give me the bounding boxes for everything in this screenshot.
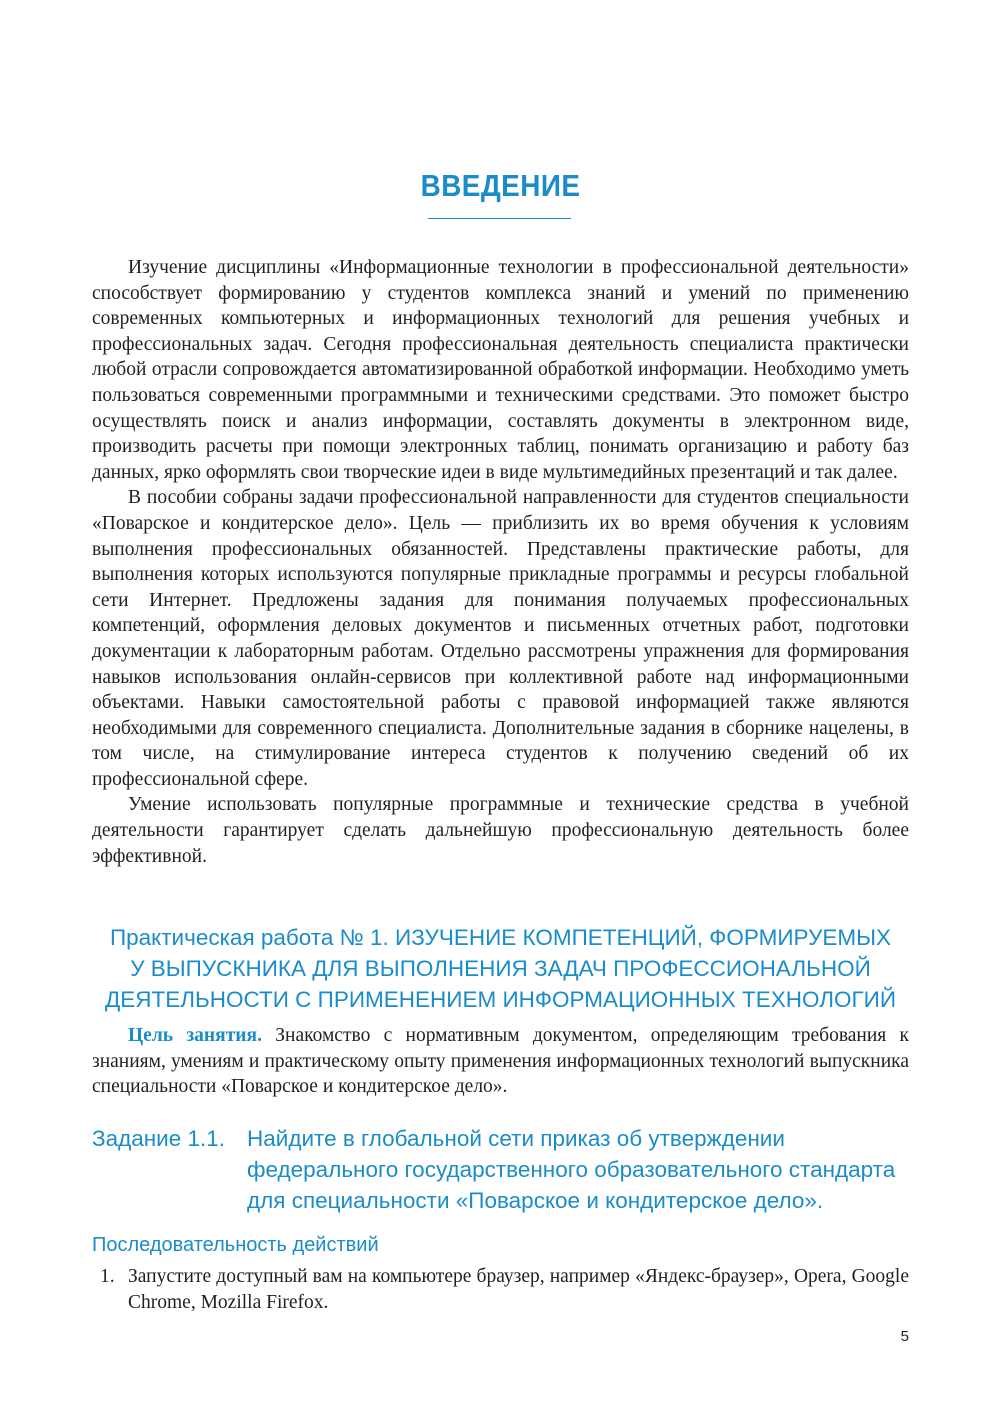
step-text: Запустите доступный вам на компьютере браузер, например «Яндекс-браузер», Opera, Google Chrome, Mozilla Firefox. bbox=[128, 1266, 909, 1313]
intro-paragraph-1: Изучение дисциплины «Информационные технологии в профессиональной деятельности» способствует формированию у студентов комплекса знаний и умений по применению современных компьютерных и информационных технологий для решения учебных и профессиональных задач. Сегодня профессиональная деятельность специалиста практически любой отрасли сопровождается автоматизированной обработкой информации. Необходимо уметь пользоваться современными программными и техническими средствами. Это поможет быстро осуществлять поиск и анализ информации, составлять документы в электронном виде, производить расчеты при помощи электронных таблиц, понимать организацию и работу баз данных, ярко оформлять свои творческие идеи в виде мультимедийных презентаций и так далее. bbox=[92, 257, 909, 483]
practical-work-title-line: Практическая работа № 1. ИЗУЧЕНИЕ КОМПЕТЕНЦИЙ, ФОРМИРУЕМЫХ bbox=[109, 925, 892, 950]
task-text-line: для специальности «Поварское и кондитерское дело». bbox=[247, 1188, 824, 1213]
steps-list bbox=[92, 1264, 909, 1315]
page-number: 5 bbox=[900, 1328, 909, 1345]
list-item bbox=[92, 1264, 909, 1315]
practical-work-title-line: У ВЫПУСКНИКА ДЛЯ ВЫПОЛНЕНИЯ ЗАДАЧ ПРОФЕССИОНАЛЬНОЙ bbox=[130, 956, 871, 981]
goal-paragraph bbox=[92, 1023, 909, 1100]
step-number: 1. bbox=[100, 1266, 115, 1287]
task-text-line: Найдите в глобальной сети приказ об утверждении bbox=[247, 1126, 785, 1151]
page-title: ВВЕДЕНИЕ bbox=[420, 168, 581, 203]
practical-work-title bbox=[92, 922, 909, 1015]
title-underline bbox=[428, 218, 571, 219]
intro-paragraph-3: Умение использовать популярные программные и технические средства в учебной деятельности гарантирует сделать дальнейшую профессиональную деятельность более эффективной. bbox=[92, 794, 909, 867]
intro-section bbox=[92, 255, 909, 869]
task-number: Задание 1.1. bbox=[92, 1126, 226, 1151]
steps-heading: Последовательность действий bbox=[92, 1234, 379, 1256]
task-text bbox=[247, 1123, 909, 1216]
goal-label: Цель занятия. bbox=[128, 1025, 262, 1046]
document-page bbox=[92, 0, 909, 1424]
practical-work-title-line: ДЕЯТЕЛЬНОСТИ С ПРИМЕНЕНИЕМ ИНФОРМАЦИОННЫХ ТЕХНОЛОГИЙ bbox=[104, 987, 897, 1012]
intro-paragraph-2: В пособии собраны задачи профессиональной направленности для студентов специальности «Поварское и кондитерское дело». Цель — приблизить их во время обучения к условиям выполнения профессиональных обязанностей. Представлены практические работы, для выполнения которых используются популярные прикладные программы и ресурсы глобальной сети Интернет. Предложены задания для понимания получаемых профессиональных компетенций, оформления деловых документов и письменных отчетных работ, подготовки документации к лабораторным работам. Отдельно рассмотрены упражнения для формирования навыков использования онлайн-сервисов при коллективной работе над информационными объектами. Навыки самостоятельной работы с правовой информацией также являются необходимыми для современного специалиста. Дополнительные задания в сборнике нацелены, в том числе, на стимулирование интереса студентов к получению сведений об их профессиональной сфере. bbox=[92, 487, 909, 790]
goal-text: Знакомство с нормативным документом, определяющим требования к знаниям, умениям и практическому опыту применения информационных технологий выпускника специальности «Поварское и кондитерское дело». bbox=[92, 1025, 910, 1098]
task-text-line: федерального государственного образовательного стандарта bbox=[247, 1157, 896, 1182]
